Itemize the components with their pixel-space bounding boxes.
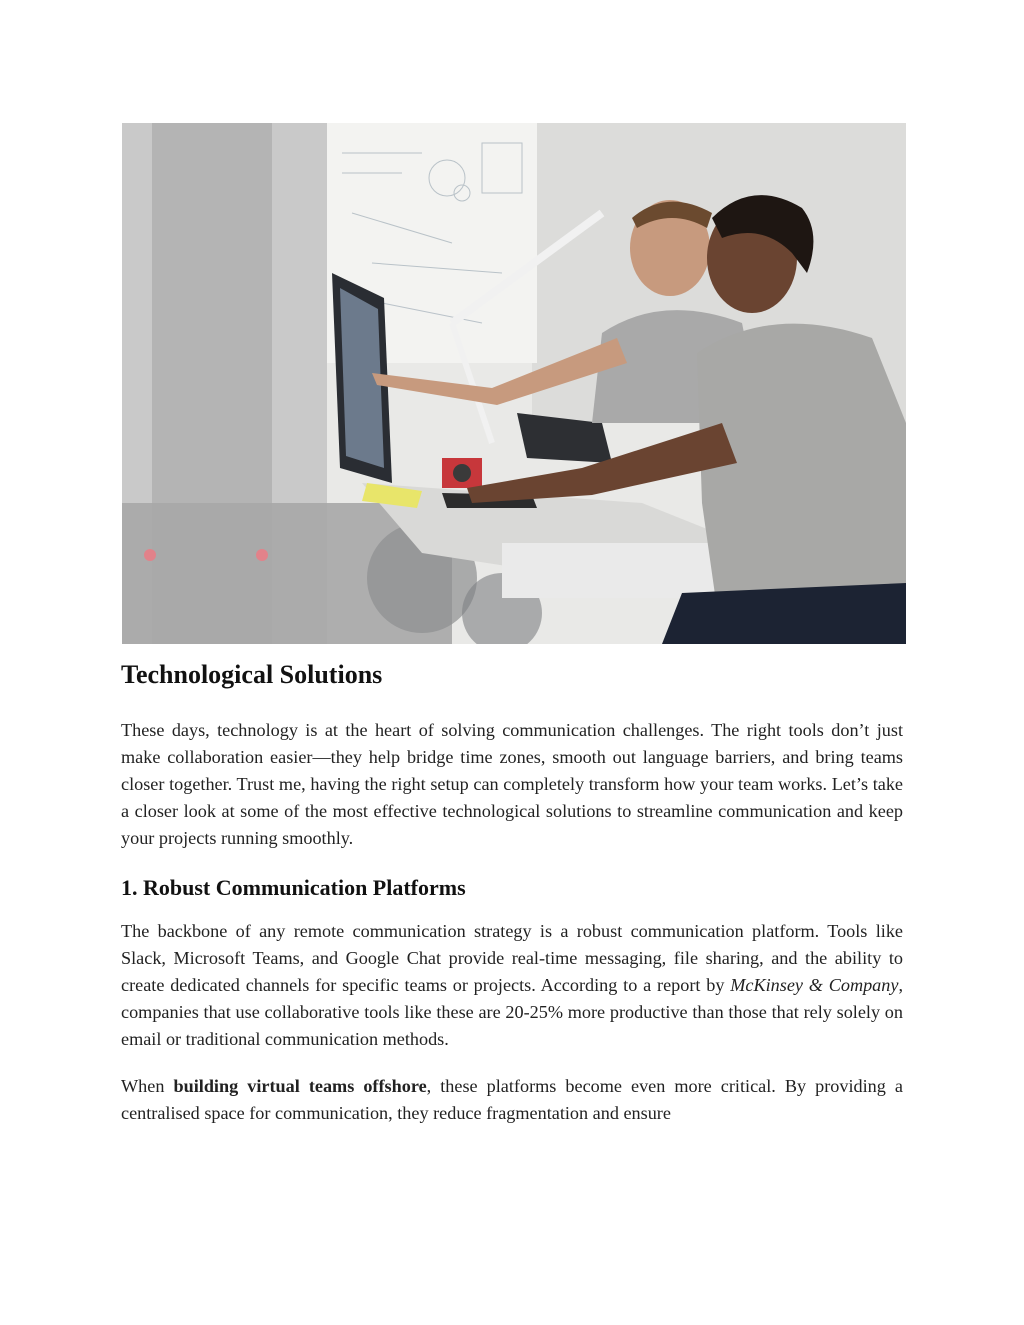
section-paragraph-1: The backbone of any remote communication strategy is a robust communication platform. Tools like Slack, Microsoft Teams, and Google Chat provide real-time messaging, file sharing, and the ability to create dedicated channels for specific teams or projects. According to a report by McKinsey & Company, companies that use collaborative tools like these are 20-25% more productive than those that rely solely on email or traditional communication methods.: [121, 921, 903, 1049]
section-heading: 1. Robust Communication Platforms: [121, 875, 466, 900]
page-title: Technological Solutions: [121, 660, 383, 689]
bold-keyphrase: building virtual teams offshore: [173, 1076, 427, 1096]
section-paragraph-2: When building virtual teams offshore, these platforms become even more critical. By providing a centralised space for communication, they reduce fragmentation and ensure: [121, 1076, 903, 1123]
intro-paragraph: These days, technology is at the heart of solving communication challenges. The right tools don’t just make collaboration easier—they help bridge time zones, smooth out language barriers, and bring teams closer together. Trust me, having the right setup can completely transform how your team works. Let’s take a closer look at some of the most effective technological solutions to streamline communication and keep your projects running smoothly.: [121, 720, 903, 848]
office-photo: [122, 123, 906, 644]
source-citation: McKinsey & Company: [730, 975, 899, 995]
